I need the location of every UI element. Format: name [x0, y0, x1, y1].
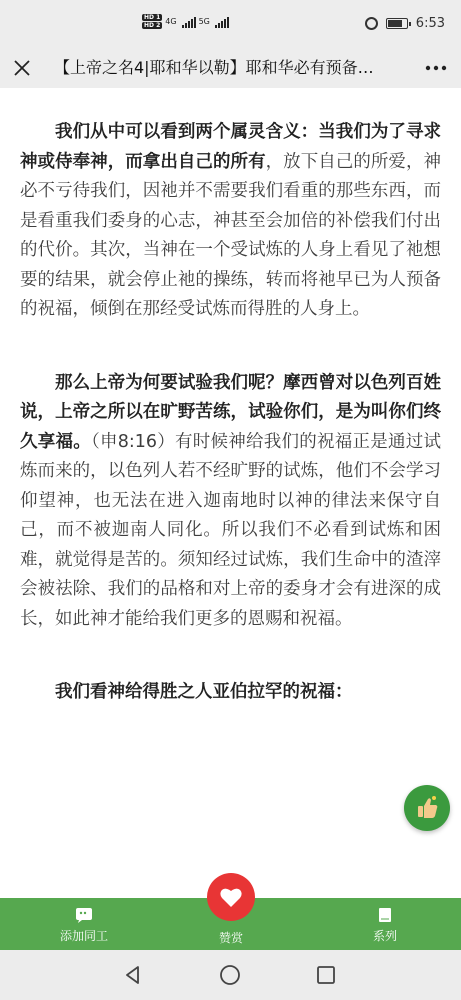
paragraph-2 — [20, 369, 441, 635]
close-icon — [8, 54, 36, 82]
home-button[interactable] — [218, 963, 242, 987]
appreciate-label: 赞赏 — [218, 931, 243, 945]
header — [0, 48, 461, 88]
paragraph-1 — [20, 118, 441, 325]
alarm-icon — [365, 17, 378, 30]
more-icon — [423, 58, 449, 78]
network-indicators — [142, 14, 229, 29]
heart-icon — [219, 886, 243, 908]
book-icon — [376, 907, 394, 923]
appreciate-button[interactable] — [207, 873, 255, 921]
recent-apps-icon — [314, 963, 338, 987]
floating-like-button[interactable] — [404, 785, 450, 831]
page-title: 【上帝之名4|耶和华以勒】耶和华必有预备… — [54, 58, 374, 77]
wechat-icon — [75, 907, 93, 923]
add-coworker-button[interactable] — [44, 898, 124, 950]
system-nav-bar — [0, 950, 461, 1000]
hd1-badge: HD 1 — [144, 14, 161, 21]
close-button[interactable] — [8, 54, 36, 82]
battery-icon — [386, 18, 408, 29]
paragraph-2-text: （申8:16）有时候神给我们的祝福正是通过试炼而来的，以色列人若不经旷野的试炼，他们不会学习仰望神，也无法在进入迦南地时以神的律法来保守自己，而不被迦南人同化。所以我们不必看到试炼和困难，就觉得是苦的。须知经过试炼，我们生命中的渣滓会被祛除、我们的品格和对上帝的委身才会有进深的成长，如此神才能给我们更多的恩赐和祝福。 — [20, 431, 442, 629]
series-button[interactable] — [345, 898, 425, 950]
status-right — [365, 16, 445, 31]
back-button[interactable] — [121, 963, 145, 987]
thumbs-up-icon — [404, 785, 450, 831]
paragraph-2-bold: 那么上帝为何要试验我们呢？摩西曾对以色列百姓说，上帝之所以在旷野苦练，试验你们，是为叫你们终久享福。 — [20, 372, 441, 452]
paragraph-1-bold: 我们从中可以看到两个属灵含义：当我们为了寻求神或侍奉神，而拿出自己的所有 — [20, 122, 441, 172]
add-coworker-label: 添加同工 — [59, 929, 108, 943]
network-label: 4G — [165, 17, 177, 26]
more-button[interactable] — [423, 58, 449, 78]
signal-icon-2 — [215, 16, 229, 28]
hd2-badge: HD 2 — [144, 22, 161, 29]
series-label: 系列 — [372, 929, 397, 943]
hd-badges — [142, 14, 162, 29]
paragraph-3-bold: 我们看神给得胜之人亚伯拉罕的祝福： — [55, 682, 353, 702]
signal-icon — [182, 16, 196, 28]
paragraph-3 — [20, 678, 441, 708]
network2-label: 5G — [198, 17, 210, 26]
recent-apps-button[interactable] — [314, 963, 338, 987]
clock: 6:53 — [415, 16, 445, 31]
article-content — [0, 88, 461, 898]
home-icon — [218, 963, 242, 987]
paragraph-1-text: ，放下自己的所爱，神必不亏待我们，因祂并不需要我们看重的那些东西，而是看重我们委身的心志，神甚至会加倍的补偿我们付出的代价。其次，当神在一个受试炼的人身上看见了祂想要的结果，就会停止祂的操练，转而将祂早已为人预备的祝福，倾倒在那经受试炼而得胜的人身上。 — [20, 151, 441, 319]
status-bar — [0, 0, 461, 48]
back-icon — [121, 963, 145, 987]
